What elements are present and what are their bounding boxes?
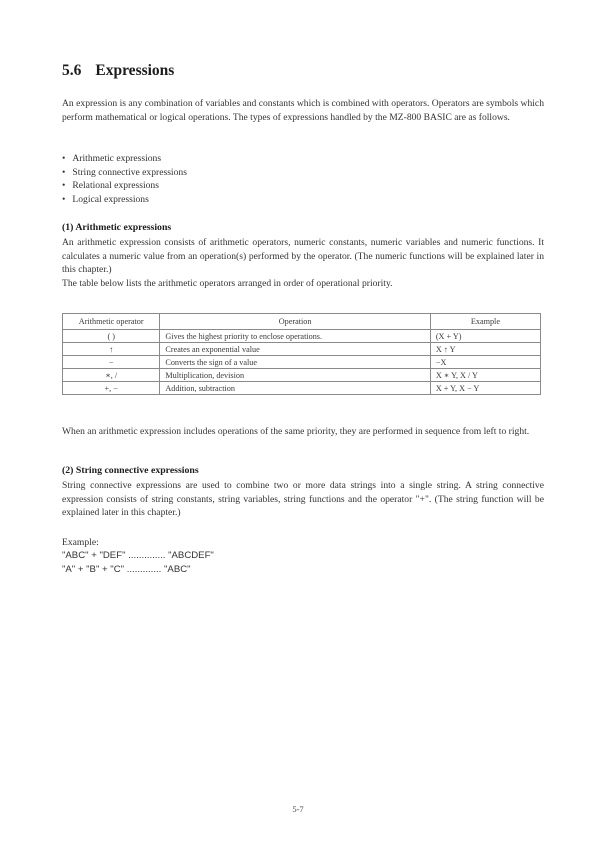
arithmetic-heading: (1) Arithmetic expressions <box>62 222 172 233</box>
string-examples <box>62 536 214 576</box>
example-line: "ABC" + "DEF" .............. "ABCDEF" <box>62 550 214 562</box>
section-number: 5.6 <box>62 62 82 79</box>
column-header: Example <box>430 314 540 330</box>
arithmetic-paragraph: An arithmetic expression consists of arithmetic operators, numeric constants, numeric variables and numeric functions. It calculates a numeric value from an operation(s) performed by the operator. (The numeric functions will be explained later in this chapter.) <box>62 237 544 276</box>
list-item: • Arithmetic expressions <box>62 152 187 166</box>
priority-note: When an arithmetic expression includes operations of the same priority, they are performed in sequence from left to right. <box>62 426 530 437</box>
table-row <box>63 369 541 382</box>
operation-cell: Converts the sign of a value <box>160 356 430 369</box>
operator-cell: ∗, / <box>63 369 160 382</box>
column-header: Operation <box>160 314 430 330</box>
operator-cell: +, − <box>63 382 160 395</box>
column-header: Arithmetic operator <box>63 314 160 330</box>
example-cell: −X <box>430 356 540 369</box>
example-cell: X ↑ Y <box>430 343 540 356</box>
string-heading: (2) String connective expressions <box>62 465 199 476</box>
page-number: 5-7 <box>292 804 304 814</box>
operator-cell: − <box>63 356 160 369</box>
string-paragraph: String connective expressions are used to combine two or more data strings into a single string. A string connective expression consists of string constants, string variables, string functions and the operator "+". (The string function will be explained later in this chapter.) <box>62 480 544 519</box>
table-header-row <box>63 314 541 330</box>
list-item: • Logical expressions <box>62 193 187 207</box>
table-row <box>63 343 541 356</box>
intro-paragraph: An expression is any combination of variables and constants which is combined with operators. Operators are symbols which perform mathematical or logical operations. The types of expressions handled by the MZ-800 BASIC are as follows. <box>62 98 544 123</box>
operator-cell: ↑ <box>63 343 160 356</box>
expression-types-list <box>62 152 187 207</box>
operation-cell: Multiplication, devision <box>160 369 430 382</box>
example-cell: X ∗ Y, X / Y <box>430 369 540 382</box>
list-item: • String connective expressions <box>62 166 187 180</box>
operation-cell: Gives the highest priority to enclose operations. <box>160 330 430 343</box>
section-title <box>62 62 174 80</box>
operator-table <box>62 313 541 395</box>
list-item: • Relational expressions <box>62 179 187 193</box>
example-cell: (X + Y) <box>430 330 540 343</box>
table-row <box>63 382 541 395</box>
table-intro: The table below lists the arithmetic operators arranged in order of operational priority. <box>62 278 393 289</box>
example-label: Example: <box>62 537 99 548</box>
operation-cell: Creates an exponential value <box>160 343 430 356</box>
operation-cell: Addition, subtraction <box>160 382 430 395</box>
table-row <box>63 330 541 343</box>
example-line: "A" + "B" + "C" ............. "ABC" <box>62 563 191 575</box>
table-row <box>63 356 541 369</box>
example-cell: X + Y, X − Y <box>430 382 540 395</box>
operator-cell: ( ) <box>63 330 160 343</box>
section-title-text: Expressions <box>95 62 175 79</box>
